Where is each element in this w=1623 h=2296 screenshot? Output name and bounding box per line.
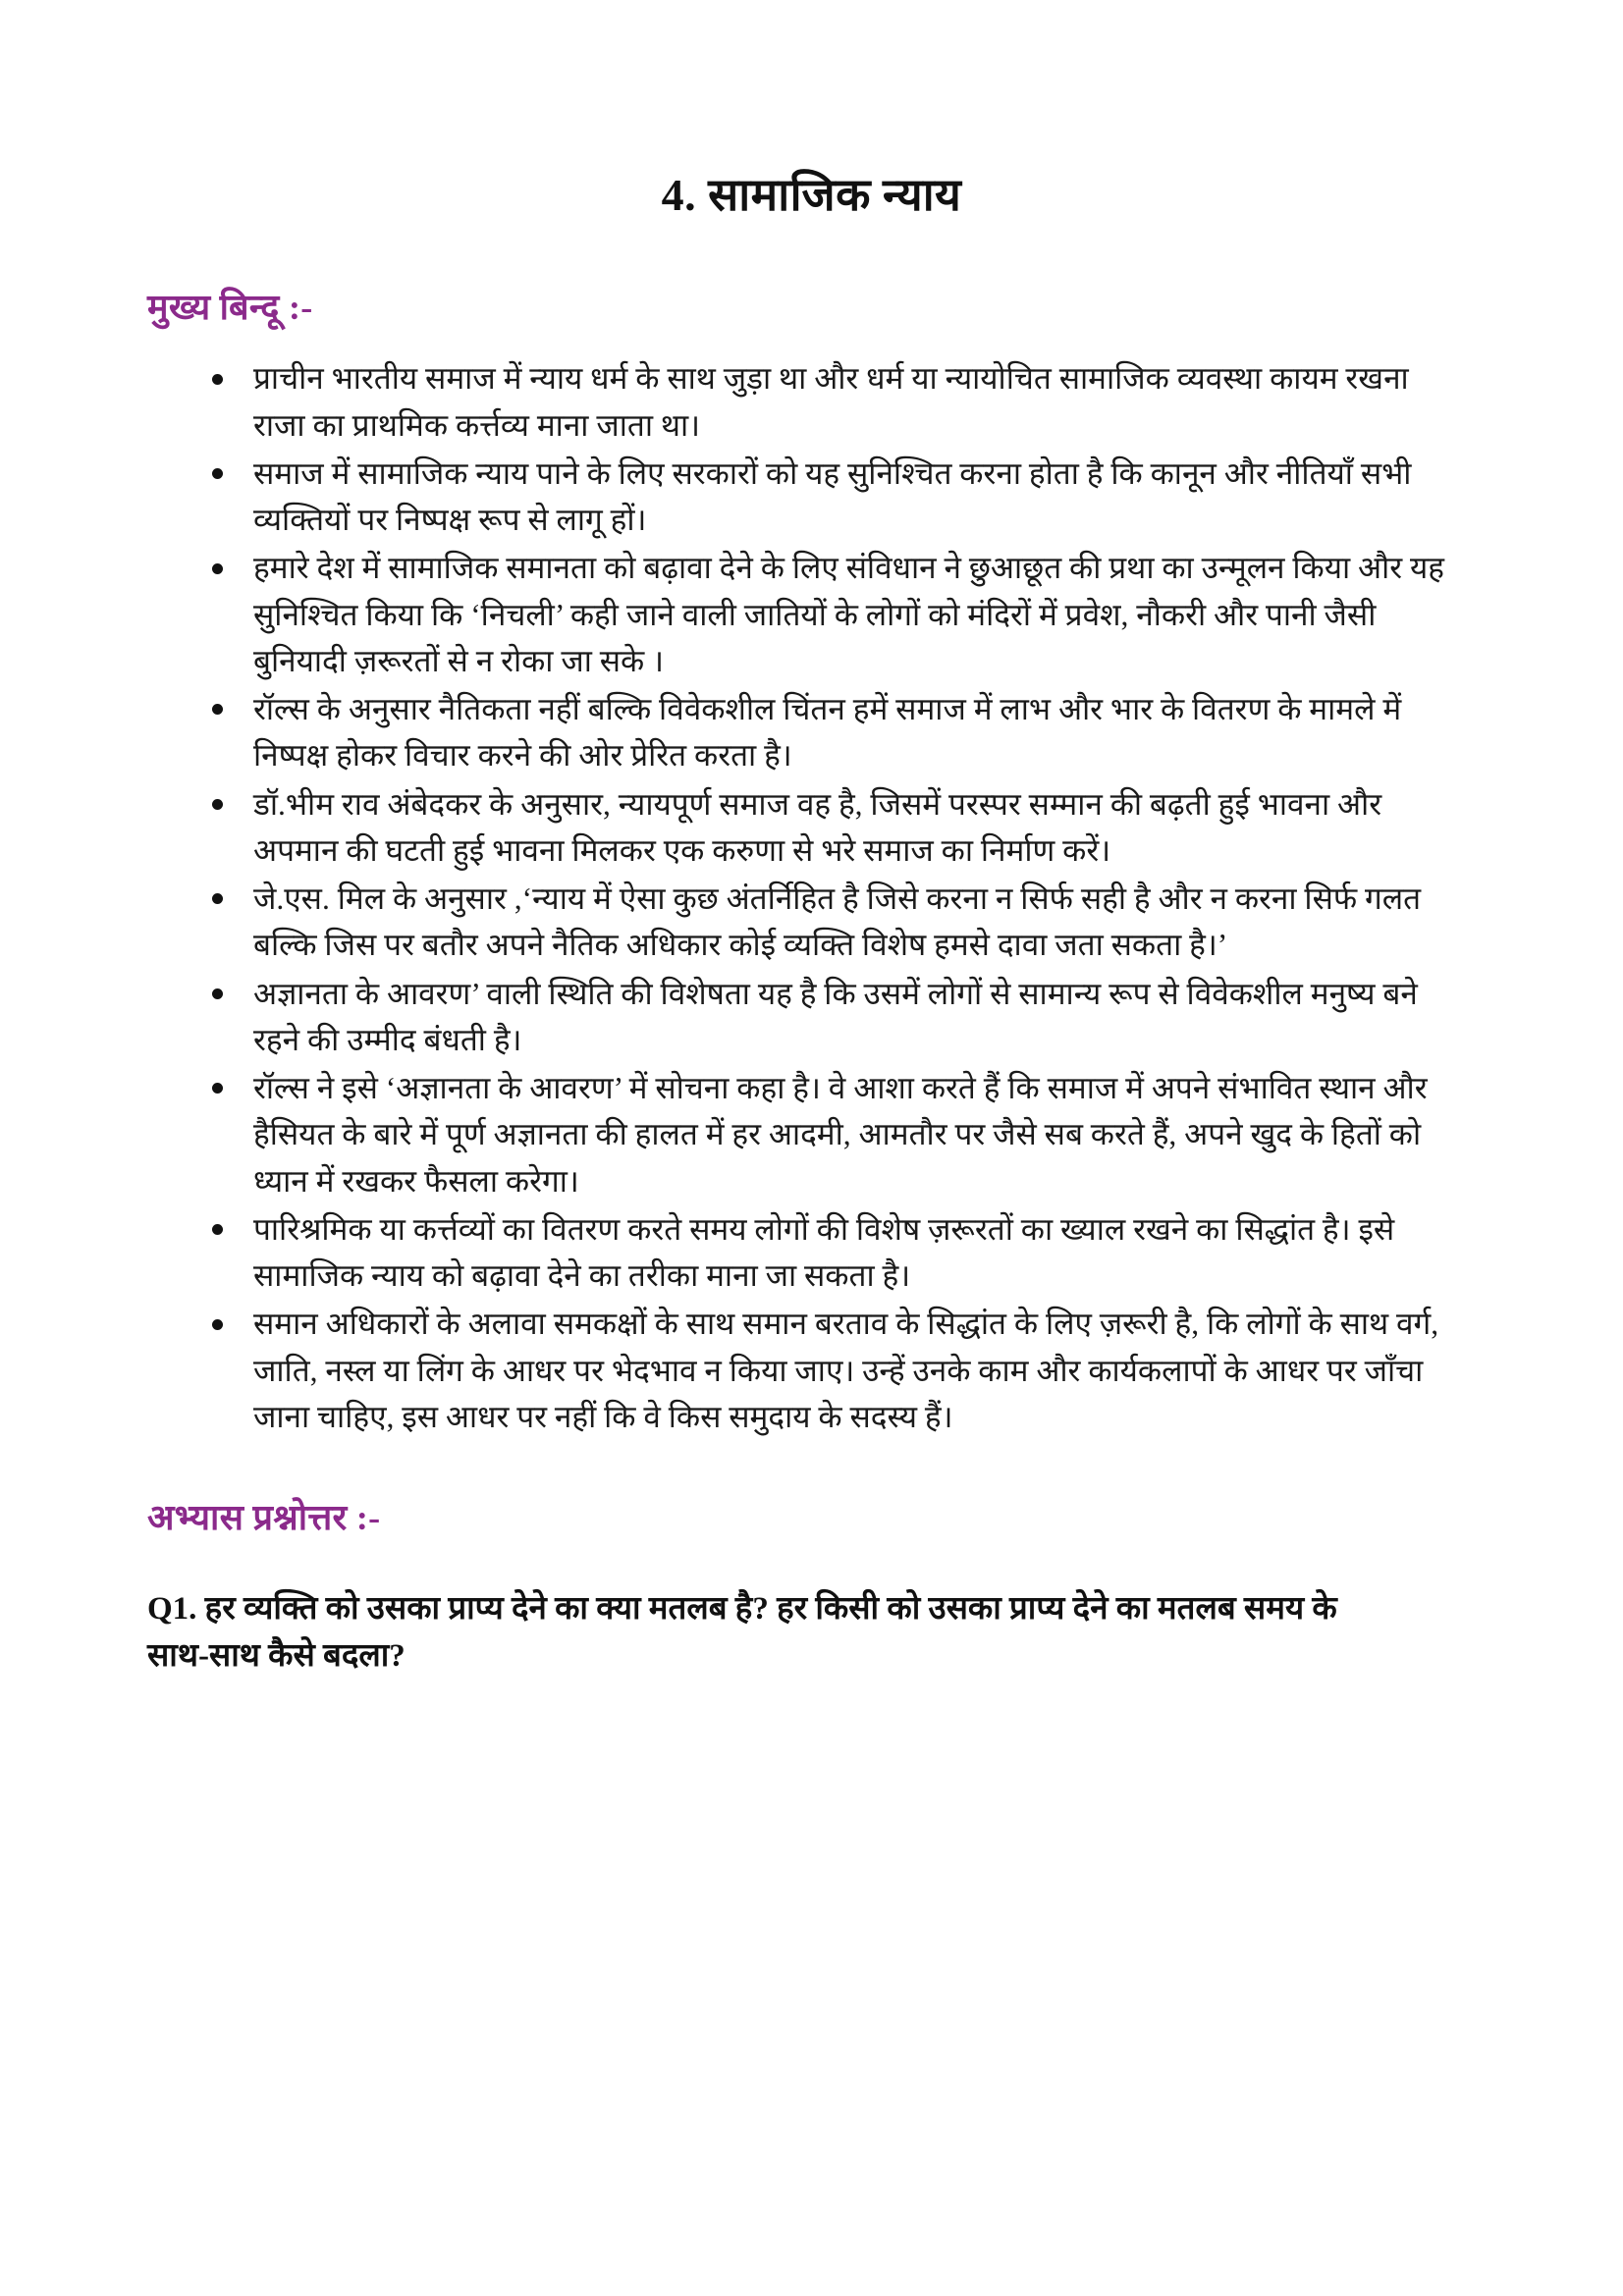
- bullet-dot-icon: [212, 704, 223, 715]
- list-item: [206, 876, 1446, 969]
- list-item-text: पारिश्रमिक या कर्त्तव्यों का वितरण करते समय लोगों की विशेष ज़रूरतों का ख्याल रखने का सिद्धांत है। इसे सामाजिक न्याय को बढ़ावा देने का तरीका माना जा सकता है।: [253, 1211, 1395, 1294]
- bullet-dot-icon: [212, 1083, 223, 1094]
- list-item: [206, 545, 1446, 684]
- bullet-dot-icon: [212, 563, 223, 574]
- list-item-text: अज्ञानता के आवरण’ वाली स्थिति की विशेषता यह है कि उसमें लोगों से सामान्य रूप से विवेकशील मनुष्य बने रहने की उम्मीद बंधती है।: [253, 976, 1418, 1057]
- main-points-list: [147, 355, 1476, 1440]
- bullet-dot-icon: [212, 893, 223, 904]
- list-item-text: डॉ.भीम राव अंबेदकर के अनुसार, न्यायपूर्ण समाज वह है, जिसमें परस्पर सम्मान की बढ़ती हुई भावना और अपमान की घटती हुई भावना मिलकर एक करुणा से भरे समाज का निर्माण करें।: [253, 786, 1382, 868]
- bullet-dot-icon: [212, 468, 223, 479]
- list-item: [206, 1301, 1446, 1440]
- list-item-text: जे.एस. मिल के अनुसार ,‘न्याय में ऐसा कुछ अंतर्निहित है जिसे करना न सिर्फ सही है और न करना सिर्फ गलत बल्कि जिस पर बतौर अपने नैतिक अधिकार कोई व्यक्ति विशेष हमसे दावा जता सकता है।’: [253, 881, 1422, 963]
- list-item: [206, 686, 1446, 779]
- list-item-text: रॉल्स ने इसे ‘अज्ञानता के आवरण’ में सोचना कहा है। वे आशा करते हैं कि समाज में अपने संभावित स्थान और हैसियत के बारे में पूर्ण अज्ञानता की हालत में हर आदमी, आमतौर पर जैसे सब करते हैं, अपने खुद के हितों को ध्यान में रखकर फैसला करेगा।: [253, 1071, 1428, 1199]
- list-item: [206, 781, 1446, 875]
- list-item: [206, 451, 1446, 544]
- list-item: [206, 971, 1446, 1064]
- list-item-text: समाज में सामाजिक न्याय पाने के लिए सरकारों को यह सुनिश्चित करना होता है कि कानून और नीतियाँ सभी व्यक्तियों पर निष्पक्ष रूप से लागू हों।: [253, 455, 1412, 538]
- bullet-dot-icon: [212, 1319, 223, 1330]
- list-item: [206, 355, 1446, 449]
- exercise-heading: अभ्यास प्रश्नोत्तर :-: [147, 1498, 381, 1538]
- bullet-dot-icon: [212, 1224, 223, 1235]
- list-item: [206, 1206, 1446, 1300]
- bullet-dot-icon: [212, 988, 223, 999]
- list-item-text: समान अधिकारों के अलावा समकक्षों के साथ समान बरताव के सिद्धांत के लिए ज़रूरी है, कि लोगों के साथ वर्ग, जाति, नस्ल या लिंग के आधर पर भेदभाव न किया जाए। उन्हें उनके काम और कार्यकलापों के आधर पर जाँचा जाना चाहिए, इस आधर पर नहीं कि वे किस समुदाय के सदस्य हैं।: [253, 1307, 1439, 1434]
- bullet-dot-icon: [212, 374, 223, 385]
- list-item-text: प्राचीन भारतीय समाज में न्याय धर्म के साथ जुड़ा था और धर्म या न्यायोचित सामाजिक व्यवस्था कायम रखना राजा का प्राथमिक कर्त्तव्य माना जाता था।: [253, 361, 1409, 443]
- main-points-heading: मुख्य बिन्दू :-: [147, 287, 313, 327]
- list-item: [206, 1065, 1446, 1204]
- page-title: 4. सामाजिक न्याय: [661, 170, 962, 220]
- bullet-dot-icon: [212, 799, 223, 810]
- list-item-text: रॉल्स के अनुसार नैतिकता नहीं बल्कि विवेकशील चिंतन हमें समाज में लाभ और भार के वितरण के मामले में निष्पक्ष होकर विचार करने की ओर प्रेरित करता है।: [253, 692, 1402, 774]
- question-1: Q1. हर व्यक्ति को उसका प्राप्य देने का क्या मतलब है? हर किसी को उसका प्राप्य देने का मतलब समय के साथ-साथ कैसे बदला?: [147, 1590, 1337, 1674]
- list-item-text: हमारे देश में सामाजिक समानता को बढ़ावा देने के लिए संविधान ने छुआछूत की प्रथा का उन्मूलन किया और यह सुनिश्चित किया कि ‘निचली’ कही जाने वाली जातियों के लोगों को मंदिरों में प्रवेश, नौकरी और पानी जैसी बुनियादी ज़रूरतों से न रोका जा सके ।: [253, 551, 1445, 678]
